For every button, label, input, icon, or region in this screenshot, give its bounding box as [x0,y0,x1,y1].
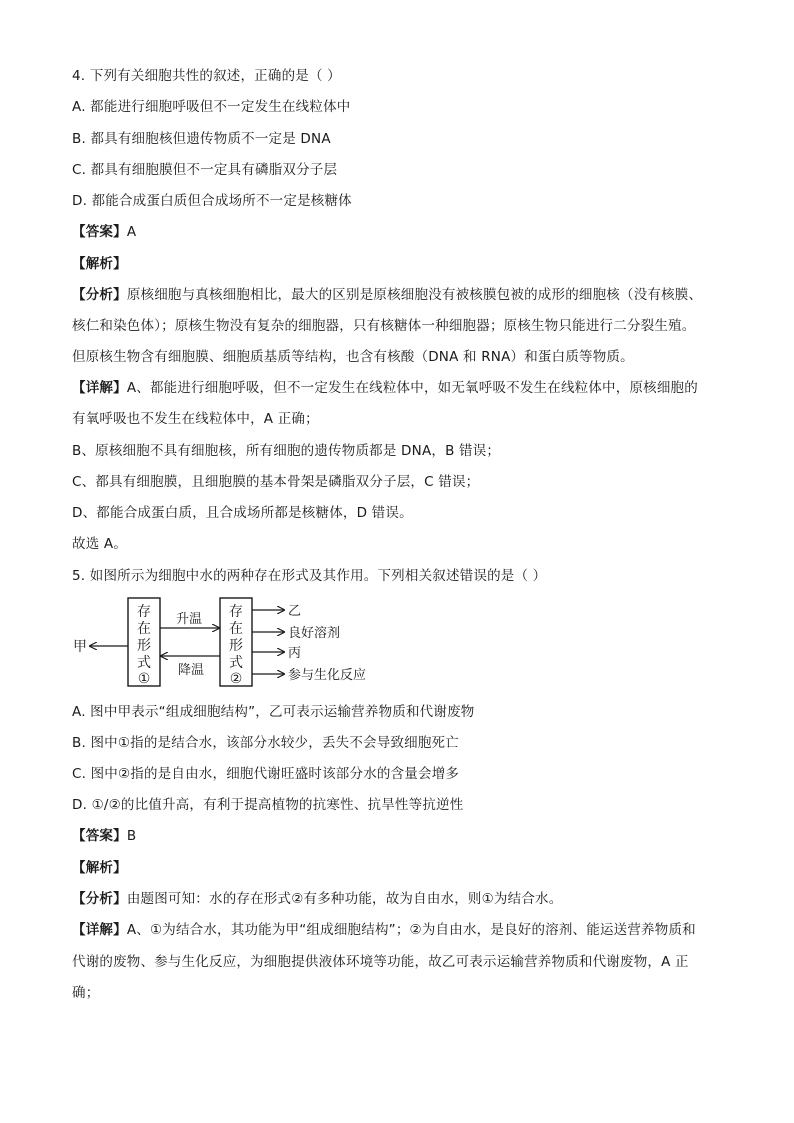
q4-xiangjie-line-5: D、都能合成蛋白质，且合成场所都是核糖体，D 错误。 [72,505,413,521]
label-good-solvent: 良好溶剂 [288,626,341,641]
q4-xiangjie-line-1: 【详解】A、都能进行细胞呼吸，但不一定发生在线粒体中，如无氧呼吸不发生在线粒体中，原核细胞的 [72,380,698,396]
q5-option-d: D. ①/②的比值升高，有利于提高植物的抗寒性、抗旱性等抗逆性 [72,797,464,813]
label-bing: 丙 [288,646,302,661]
q5-xiangjie-line-2: 代谢的废物、参与生化反应，为细胞提供液体环境等功能，故乙可表示运输营养物质和代谢废物，A 正 [72,954,689,970]
q4-xiangjie-tag: 【详解】 [72,380,127,396]
q4-option-c: C. 都具有细胞膜但不一定具有磷脂双分子层 [72,162,338,178]
q4-fenxi-line-3: 但原核生物含有细胞膜、细胞质基质等结构，也含有核酸（DNA 和 RNA）和蛋白质等物质。 [72,349,634,365]
form1-char-5: ① [137,671,151,687]
q5-xiangjie-tag: 【详解】 [72,922,127,938]
label-jia: 甲 [73,639,87,655]
form2-char-4: 式 [229,655,243,671]
q4-fenxi-line-1: 【分析】原核细胞与真核细胞相比，最大的区别是原核细胞没有被核膜包被的成形的细胞核（没有核膜、 [72,287,703,303]
q5-answer-tag: 【答案】 [72,828,127,844]
q5-option-a: A. 图中甲表示“组成细胞结构”，乙可表示运输营养物质和代谢废物 [72,704,475,720]
q5-fenxi-tag: 【分析】 [72,891,127,907]
q5-fenxi-line-1: 【分析】由题图可知：水的存在形式②有多种功能，故为自由水，则①为结合水。 [72,891,563,907]
form2-char-5: ② [229,671,243,687]
form2-char-3: 形 [229,638,243,654]
q5-xiangjie-line-1: 【详解】A、①为结合水，其功能为甲“组成细胞结构”；②为自由水，是良好的溶剂、能运送营养物质和 [72,922,696,938]
q4-answer-value: A [126,224,137,240]
q4-option-a: A. 都能进行细胞呼吸但不一定发生在线粒体中 [72,99,351,115]
q5-answer-value: B [126,828,137,844]
q5-stem: 5. 如图所示为细胞中水的两种存在形式及其作用。下列相关叙述错误的是（ ） [72,568,547,584]
q4-xiangjie-line-4: C、都具有细胞膜，且细胞膜的基本骨架是磷脂双分子层，C 错误； [72,474,480,490]
heat-label: 升温 [175,612,203,627]
q4-option-d: D. 都能合成蛋白质但合成场所不一定是核糖体 [72,193,352,209]
q4-xiangjie-line-6: 故选 A。 [72,536,128,552]
q4-answer [72,222,136,242]
form1-char-3: 形 [137,638,151,654]
q4-stem: 4. 下列有关细胞共性的叙述，正确的是（ ） [72,68,341,84]
q5-xiangjie-line-3: 确； [72,985,100,1001]
q4-xiangjie-line-2: 有氧呼吸也不发生在线粒体中，A 正确； [72,411,319,427]
q5-analysis-tag: 【解析】 [72,860,127,876]
q4-xiangjie-line-3: B、原核细胞不具有细胞核，所有细胞的遗传物质都是 DNA，B 错误； [72,443,501,459]
q4-fenxi-line-2: 核仁和染色体）；原核生物没有复杂的细胞器，只有核糖体一种细胞器；原核生物只能进行二分裂生殖。 [72,318,696,334]
q5-option-b: B. 图中①指的是结合水，该部分水较少，丢失不会导致细胞死亡 [72,735,459,751]
q4-fenxi-tag: 【分析】 [72,287,127,303]
form2-char-1: 存 [229,604,243,620]
q5-answer [72,826,136,846]
cool-label: 降温 [177,663,205,678]
form1-char-2: 在 [137,621,151,637]
form2-char-2: 在 [229,621,243,637]
q4-analysis-tag: 【解析】 [72,256,127,272]
water-forms-diagram [72,594,392,694]
label-biochem-reaction: 参与生化反应 [288,668,367,683]
q5-option-c: C. 图中②指的是自由水，细胞代谢旺盛时该部分水的含量会增多 [72,766,460,782]
q4-answer-tag: 【答案】 [72,224,127,240]
form1-char-4: 式 [137,655,151,671]
label-yi: 乙 [288,604,302,619]
form1-char-1: 存 [137,604,151,620]
q4-option-b: B. 都具有细胞核但遗传物质不一定是 DNA [72,131,331,147]
